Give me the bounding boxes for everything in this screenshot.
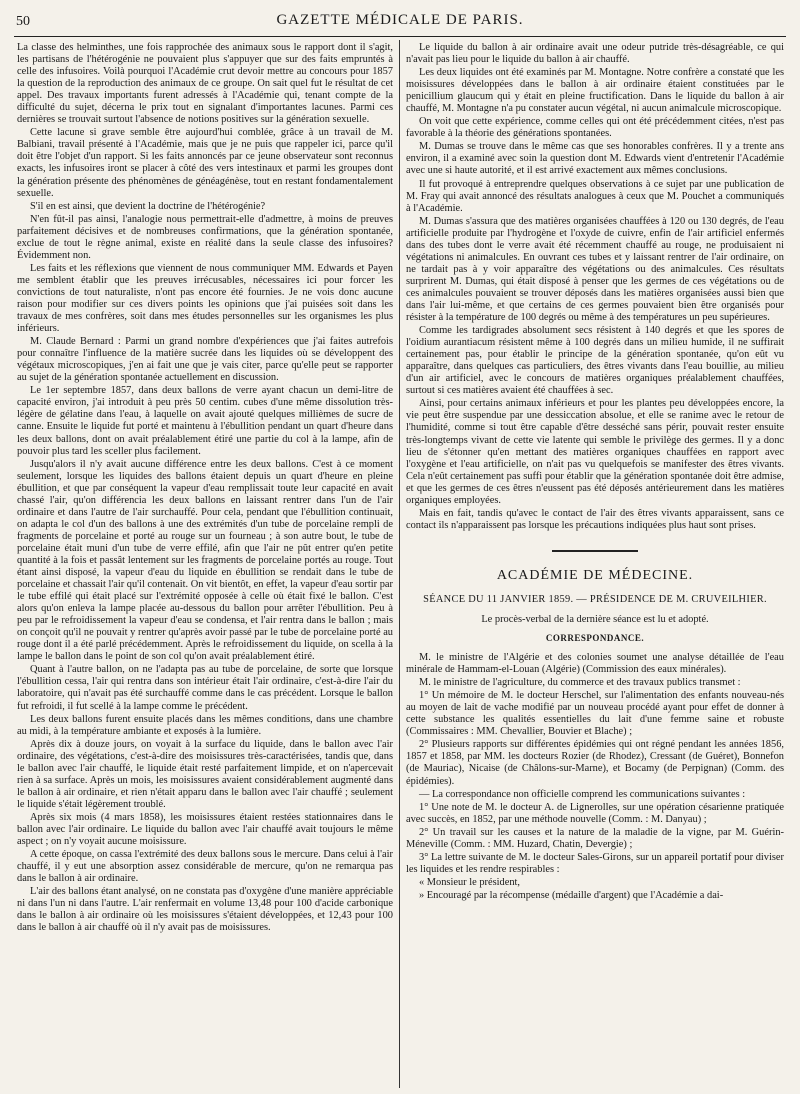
section-separator <box>552 550 638 552</box>
paragraph: Après six mois (4 mars 1858), les moisissures étaient restées stationnaires dans le ballon avec l'air ordinaire. Le liquide du ballon avec l'air chauffé avait toujours le même aspect ; on n'y voyait aucune moisissure. <box>17 811 393 848</box>
paragraph: On voit que cette expérience, comme celles qui ont été précédemment citées, n'est pas favorable à la théorie des générations spontanées. <box>406 116 784 140</box>
paragraph: Mais en fait, tandis qu'avec le contact de l'air des êtres vivants apparaissent, sans ce contact ils n'apparaissent pas lorsque les précautions indiquées plus haut sont prises. <box>406 507 784 531</box>
page-header <box>14 8 786 37</box>
paragraph: Il fut provoqué à entreprendre quelques observations à ce sujet par une publication de M. Fray qui avait annoncé des résultats analogues à ceux que M. Pouchet a communiqués à l'Académie. <box>406 178 784 214</box>
left-column <box>17 42 393 1090</box>
paragraph: 1° Un mémoire de M. le docteur Herschel, sur l'alimentation des enfants nouveau-nés au moyen de lait de vache modifié par un nouveau procédé ayant pour effet de donner à cette substance les qualités essentielles du lait d'une femme saine et robuste (Commissaires : MM. Chevallier, Bouvier et Blache) ; <box>406 690 784 738</box>
paragraph: N'en fût-il pas ainsi, l'analogie nous permettrait-elle d'admettre, à moins de preuves parfaitement décisives et de nombreuses confirmations, que la génération spontanée, exclue de tout le règne animal, existe en réalité dans la seule classe des infusoires? Évidemment non. <box>17 213 393 261</box>
paragraph: M. Dumas s'assura que des matières organisées chauffées à 120 ou 130 degrés, de l'eau artificielle produite par l'hydrogène et l'oxyde de cuivre, enfin de l'air artificiel enfermés dans des tubes dont le verre avait été récemment chauffé au rouge, ne produisaient ni végétations ni animalcules. En ouvrant ces tubes et y laissant rentrer de l'air ordinaire, on ne tardait pas à y voir apparaître des végétations ou des animalcules. Ces résultats surprirent M. Dumas, qui était disposé à penser que les germes de ces végétations ou de ces animalcules pouvaient se trouver déposés dans les matières organisées aussi bien que dans l'air lui-même, et que certains de ces germes pouvaient bien être organisés pour résister à la température de 100 degrés ou même à des températures un peu supérieures. <box>406 215 784 324</box>
paragraph: Le 1er septembre 1857, dans deux ballons de verre ayant chacun un demi-litre de capacité environ, j'ai introduit à peu près 50 centim. cubes d'une même dissolution très-légère de gélatine dans l'eau, à laquelle on avait ajouté quelques millièmes de sucre de canne. Ensuite le liquide fut porté et maintenu à l'ébullition pendant un quart d'heure dans les deux ballons, dont on avait préalablement étiré une partie du col à la lampe, afin de pouvoir plus tard les sceller plus facilement. <box>17 385 393 457</box>
paragraph: 3° La lettre suivante de M. le docteur Sales-Girons, sur un appareil portatif pour diviser les liquides et les rendre respirables : <box>406 851 784 875</box>
paragraph: 2° Plusieurs rapports sur différentes épidémies qui ont régné pendant les années 1856, 1857 et 1858, par MM. les docteurs Rozier (de Rhodez), Cressant (de Guéret), Bonnefon (de Mauriac), Nicaise (de Châlons-sur-Marne), et Bocamy (de Perpignan) (Comm. des épidémies). <box>406 739 784 787</box>
paragraph: Les deux ballons furent ensuite placés dans les mêmes conditions, dans une chambre au midi, à la température ambiante et exposés à la lumière. <box>17 713 393 737</box>
paragraph: M. Dumas se trouve dans le même cas que ses honorables confrères. Il y a trente ans environ, il a examiné avec soin la question dont M. Edwards vient d'entretenir l'Académie avec une si haute autorité, et il est arrivé exactement aux mêmes conclusions. <box>406 141 784 177</box>
session-line: SÉANCE DU 11 JANVIER 1859. — PRÉSIDENCE DE M. CRUVEILHIER. <box>423 593 767 605</box>
paragraph: 2° Un travail sur les causes et la nature de la maladie de la vigne, par M. Guérin-Méneville (Comm. : MM. Huzard, Chatin, Devergie) ; <box>406 826 784 850</box>
paragraph: Les deux liquides ont été examinés par M. Montagne. Notre confrère a constaté que les moisissures développées dans le ballon à air ordinaire étaient constituées par le penicillium glaucum qui y était en pleine fructification. Dans le liquide du ballon à air chauffé, M. Montagne n'a pu constater aucun végétal, ni aucun animalcule microscopique. <box>406 67 784 115</box>
page-number: 50 <box>16 14 30 29</box>
paragraph: M. Claude Bernard : Parmi un grand nombre d'expériences que j'ai faites autrefois pour connaître l'influence de la matière sucrée dans les liquides où se développent des végétaux microscopiques, j'en ai fait une que je vais citer, parce qu'elle peut se rapporter au sujet de la génération spontanée actuellement en discussion. <box>17 336 393 384</box>
column-divider <box>399 40 400 1088</box>
paragraph: Quant à l'autre ballon, on ne l'adapta pas au tube de porcelaine, de sorte que lorsque l'ébullition cessa, l'air qui rentra dans son intérieur était l'air ordinaire, c'est-à-dire l'air du laboratoire, qui n'avait pas été surchauffé comme dans le cas précédent. Lorsque le ballon fut refroidi, il fut scellé à la lampe comme le précédent. <box>17 664 393 712</box>
paragraph: Comme les tardigrades absolument secs résistent à 140 degrés et que les spores de l'oidium aurantiacum résistent même à 100 degrés dans un milieu humide, il ne suffirait certainement pas, pour établir le principe de la génération spontanée, qu'on eût vu apparaître, dans quelques cas particuliers, des êtres vivants dans l'eau bouillie, au milieu d'un air artificiel, avec le concours de matières organiques préalablement chauffées, surtout si ces matières avaient été chauffées à sec. <box>406 325 784 397</box>
paragraph: » Encouragé par la récompense (médaille d'argent) que l'Académie a dai- <box>419 889 724 901</box>
paragraph: « Monsieur le président, <box>419 876 520 888</box>
paragraph: M. le ministre de l'agriculture, du commerce et des travaux publics transmet : <box>419 677 741 689</box>
paragraph: L'air des ballons étant analysé, on ne constata pas d'oxygène d'une manière appréciable ni dans l'un ni dans l'autre. L'air renfermait en volume 13,48 pour 100 d'acide carbonique dans le ballon à air ordinaire où les moisissures s'étaient développées, et 12,43 pour 100 dans le ballon à air chauffé où il n'y avait pas de moisissures. <box>17 886 393 934</box>
paragraph: M. le ministre de l'Algérie et des colonies soumet une analyse détaillée de l'eau minérale de Hammam-el-Louan (Algérie) (Commission des eaux minérales). <box>406 652 784 676</box>
right-column <box>406 42 784 1092</box>
paragraph: Jusqu'alors il n'y avait aucune différence entre les deux ballons. C'est à ce moment seulement, lorsque les liquides des ballons étaient depuis un quart d'heure en pleine ébullition, et que par conséquent la vapeur d'eau remplissait toute leur capacité en avait chassé l'air, qu'on différencia les deux ballons en laissant rentrer dans l'un de l'air ordinaire et dans l'autre de l'air surchauffé. Pour cela, pendant que l'ébullition continuait, on adapta le col d'un des ballons à une des extrémités d'un tube de porcelaine rempli de fragments de porcelaine et porté au rouge sur un fourneau ; à son autre bout, le tube de porcelaine était muni d'un tube de verre effilé, afin que l'air ne pût entrer qu'en petite quantité à la fois et passât lentement sur les fragments de porcelaine portés au rouge. Tout étant ainsi disposé, la vapeur d'eau du liquide en ébullition se rendait dans le tube de porcelaine et chassait l'air qu'il contenait. On vit bientôt, en effet, la vapeur d'eau sortir par le tube effilé qui était placé sur l'extrémité opposée à celle où était fixé le ballon. C'est alors qu'on enleva la lampe placée au-dessous du ballon pour arrêter l'ébullition. Peu à peu par le refroidissement la vapeur d'eau se condensa, et l'air rentra dans le ballon ; mais on conçoit qu'il ne pouvait y rentrer qu'après avoir passé par le tube de porcelaine porté au rouge dont il a été parlé précédemment. Après le refroidissement du liquide, on scella à la lampe le ballon dans le point de son col qu'on avait préalablement étiré. <box>17 458 393 663</box>
paragraph: Cette lacune si grave semble être aujourd'hui comblée, grâce à un travail de M. Balbiani, travail présenté à l'Académie, mais que je ne puis que rappeler ici, parce qu'il doit être l'objet d'un rapport. Si les faits annoncés par ce jeune observateur sont reconnus exacts, les infusoires iront se placer à côté des vers intestinaux et parmi les groupes dont la génération présente des phénomènes de généagénèse, tout en restant fondamentalement sexuelle. <box>17 127 393 199</box>
paragraph: La classe des helminthes, une fois rapprochée des animaux sous le rapport dont il s'agit, les partisans de l'hétérogénie ne pouvaient plus s'appuyer que sur des faits empruntés à celle des infusoires. Voilà pourquoi l'Académie crut devoir mettre au concours pour 1857 la question de la reproduction des animaux de ce groupe. On sait quel fut le résultat de cet appel. Des travaux importants furent adressés à l'Académie qui, tenant compte de la difficulté du sujet, décerna le prix tout en signalant d'importantes lacunes. Parmi ces dernières se trouvait surtout l'absence de notions positives sur la génération sexuelle. <box>17 42 393 126</box>
paragraph: Après dix à douze jours, on voyait à la surface du liquide, dans le ballon avec l'air ordinaire, des végétations, c'est-à-dire des moisissures très-caractérisées, tandis que, dans le ballon avec l'air chauffé, le liquide était resté parfaitement limpide, et on n'apercevait rien à sa surface. Après un mois, les moisissures avaient considérablement augmenté dans le ballon à air ordinaire, et rien n'était apparu dans le ballon avec l'air chauffé ; seulement le liquide s'était légèrement troublé. <box>17 738 393 810</box>
paragraph: Ainsi, pour certains animaux inférieurs et pour les plantes peu développées encore, la vie peut être suspendue par une dessiccation absolue, et elle se ranime avec le retour de l'humidité, comme si tout être capable d'être desséché sans périr, pouvait rester ensuite très-longtemps vivant de cette vie latente qui semble le privilège des germes. Il y a donc lieu de s'étonner qu'en mettant des matières organiques chauffées en rapport avec l'oxygène et l'eau artificielle, on n'ait pas vu quelquefois se manifester des êtres vivants. Cela n'eût certainement pas suffi pour établir que la génération spontanée doit être admise, et que les germes de ces êtres n'eussent pas été déposés antérieurement dans les matières organiques employées. <box>406 398 784 506</box>
paragraph: Les faits et les réflexions que viennent de nous communiquer MM. Edwards et Payen me semblent établir que les preuves irrécusables, nécessaires ici pour forcer les convictions de tout naturaliste, n'ont pas encore été fournies. Je ne vois donc aucune raison pour modifier sur ces divers points les opinions que j'ai puisées soit dans les travaux de mes confrères, soit dans mes études personnelles sur les organismes les plus inférieurs. <box>17 262 393 335</box>
paragraph: S'il en est ainsi, que devient la doctrine de l'hétérogénie? <box>30 200 266 212</box>
paragraph: A cette époque, on cassa l'extrémité des deux ballons sous le mercure. Dans celui à l'air chauffé, il y eut une absorption assez considérable de mercure, qu'on ne remarqua pas dans le ballon à air ordinaire. <box>17 849 393 885</box>
section-title: ACADÉMIE DE MÉDECINE. <box>496 567 694 583</box>
paragraph: — La correspondance non officielle comprend les communications suivantes : <box>419 788 746 800</box>
paragraph: Le liquide du ballon à air ordinaire avait une odeur putride très-désagréable, ce qui n'avait pas lieu pour le liquide du ballon à air chauffé. <box>406 42 784 66</box>
correspondance-heading: CORRESPONDANCE. <box>545 633 645 644</box>
running-title: GAZETTE MÉDICALE DE PARIS. <box>276 12 524 28</box>
paragraph: 1° Une note de M. le docteur A. de Lignerolles, sur une opération césarienne pratiquée avec succès, en 1852, par une méthode nouvelle (Comm. : M. Danyau) ; <box>406 801 784 825</box>
proces-verbal: Le procès-verbal de la dernière séance est lu et adopté. <box>481 613 709 625</box>
